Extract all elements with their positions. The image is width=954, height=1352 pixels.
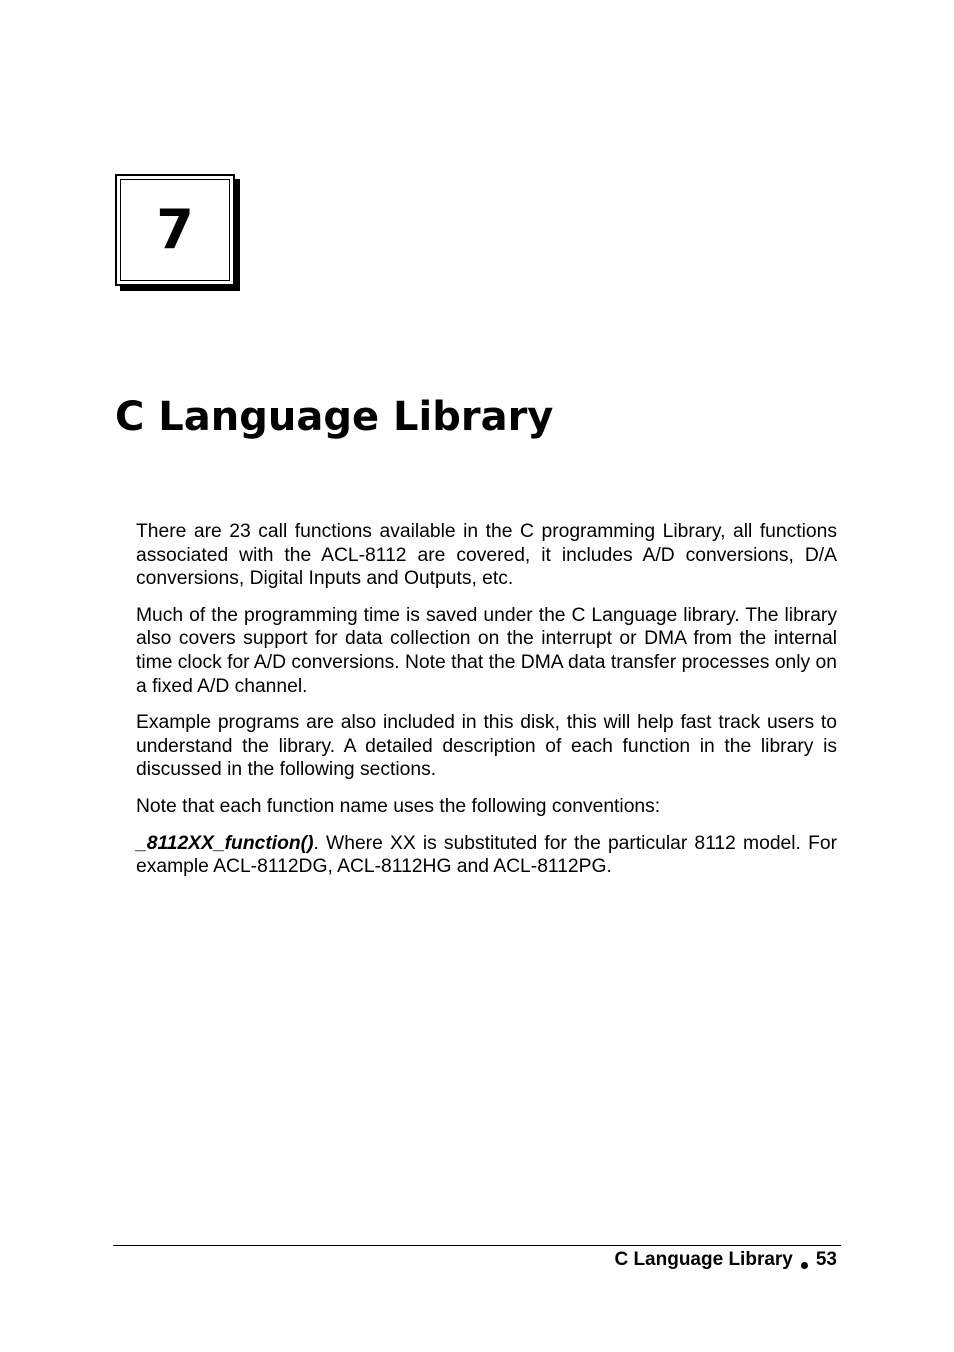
page-footer xyxy=(614,1248,837,1272)
chapter-number: 7 xyxy=(156,198,194,261)
paragraph-function-convention xyxy=(136,832,837,879)
footer-rule xyxy=(113,1245,841,1246)
function-convention-text: . Where XX is substituted for the particular 8112 model. For example ACL-8112DG, ACL-8112HG and ACL-8112PG. xyxy=(136,832,837,878)
chapter-title: C Language Library xyxy=(115,394,554,440)
footer-page-number: 53 xyxy=(815,1249,837,1270)
chapter-number-box xyxy=(115,174,235,286)
paragraph-conventions-intro: Note that each function name uses the following conventions: xyxy=(136,795,661,817)
function-name-pattern: _8112XX_function() xyxy=(136,832,314,854)
paragraph-example-programs: Example programs are also included in this disk, this will help fast track users to understand the library. A detailed description of each function in the library is discussed in the following sections. xyxy=(136,712,837,781)
footer-section-title: C Language Library xyxy=(614,1249,793,1270)
chapter-number-box-inner xyxy=(120,179,230,281)
paragraph-intro: There are 23 call functions available in the C programming Library, all functions associated with the ACL-8112 are covered, it includes A/D conversions, D/A conversions, Digital Inputs and Outputs, etc. xyxy=(136,521,837,590)
paragraph-programming-time: Much of the programming time is saved under the C Language library. The library also covers support for data collection on the interrupt or DMA from the internal time clock for A/D conversions. Note that the DMA data transfer processes only on a fixed A/D channel. xyxy=(136,604,837,697)
body-text xyxy=(136,520,837,892)
bullet-icon xyxy=(801,1262,808,1269)
